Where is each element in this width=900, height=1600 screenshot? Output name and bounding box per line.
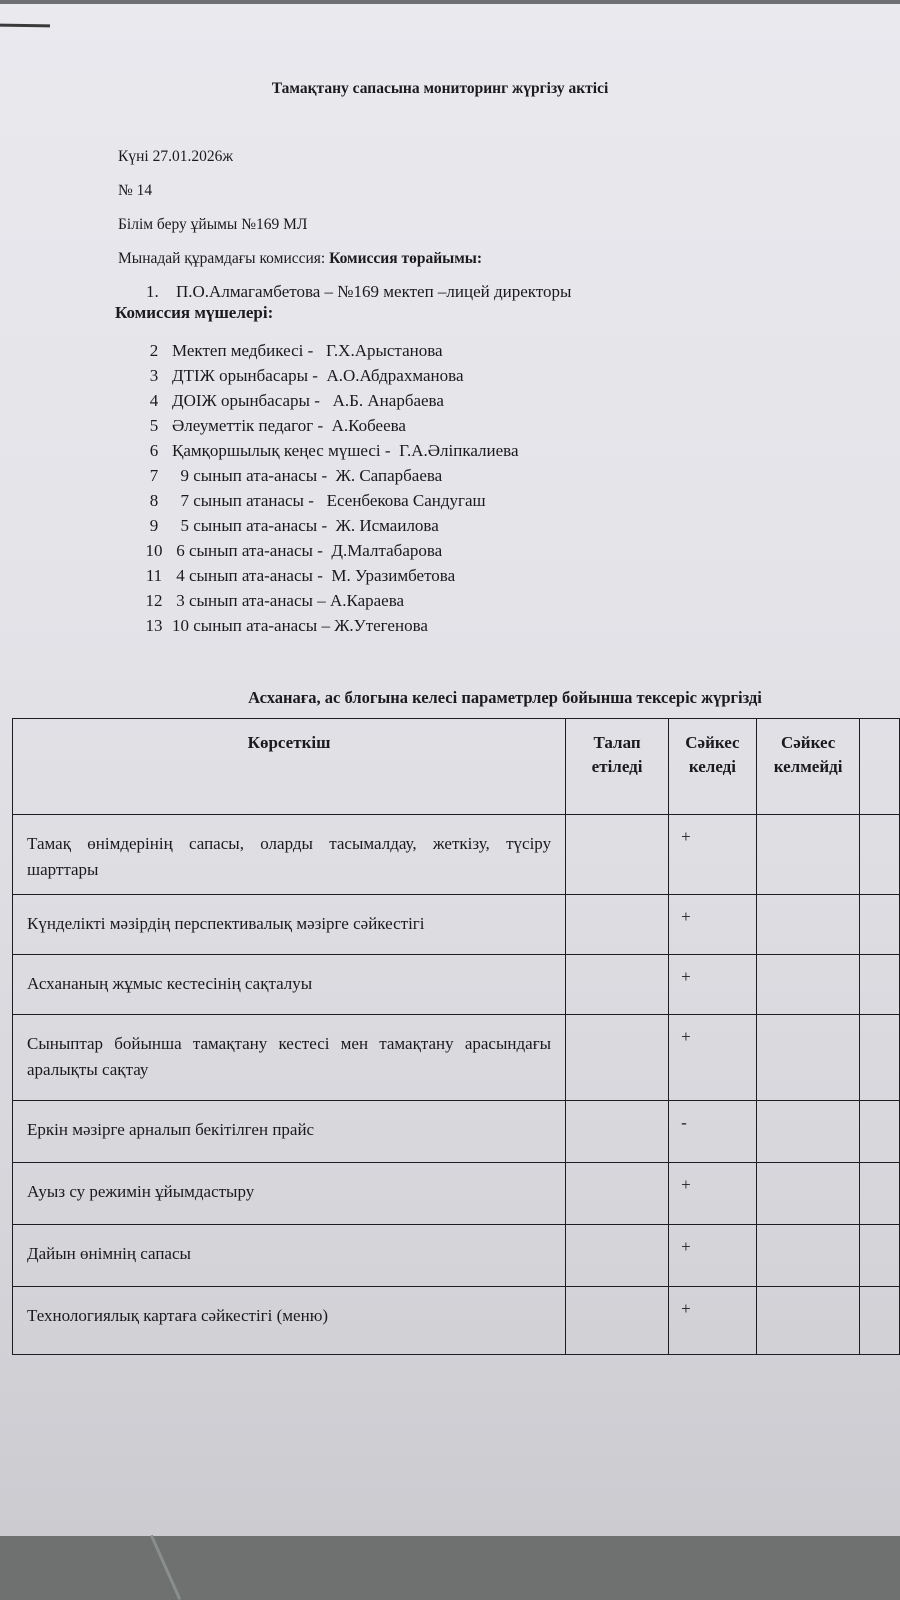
member-text: Мектеп медбикесі - Г.Х.Арыстанова <box>172 341 443 360</box>
non-compliant-cell <box>756 1163 860 1225</box>
compliant-cell: + <box>669 1225 757 1287</box>
required-cell <box>566 815 669 895</box>
member-number: 5 <box>149 416 159 435</box>
table-row <box>13 1163 900 1225</box>
non-compliant-cell <box>756 1287 860 1355</box>
member-text: 4 сынып ата-анасы - М. Уразимбетова <box>172 566 456 585</box>
table-row <box>13 1101 900 1163</box>
header-required: Талап етіледі <box>566 719 669 815</box>
table-row <box>13 955 900 1015</box>
member-text: ДОІЖ орынбасары - А.Б. Анарбаева <box>172 391 444 410</box>
member-item <box>136 513 519 538</box>
compliant-cell: - <box>669 1101 757 1163</box>
member-text: ДТІЖ орынбасары - А.О.Абдрахманова <box>172 366 464 385</box>
members-heading: Комиссия мүшелері: <box>115 303 274 322</box>
extra-cell <box>860 895 900 955</box>
member-text: 5 сынып ата-анасы - Ж. Исмаилова <box>172 516 439 535</box>
required-cell <box>566 895 669 955</box>
member-item <box>136 588 519 613</box>
table-row <box>13 895 900 955</box>
member-item <box>136 538 519 563</box>
indicator-cell: Технологиялық картаға сәйкестігі (меню) <box>13 1287 566 1355</box>
inspection-heading: Асханаға, ас блогына келесі параметрлер бойынша тексеріс жүргізді <box>248 688 762 707</box>
desk-surface <box>0 1536 900 1600</box>
compliant-cell: + <box>669 895 757 955</box>
commission-line <box>118 250 482 268</box>
indicator-cell: Дайын өнімнің сапасы <box>13 1225 566 1287</box>
member-item <box>136 388 519 413</box>
indicator-cell: Сыныптар бойынша тамақтану кестесі мен тамақтану арасындағы аралықты сақтау <box>13 1015 566 1101</box>
indicator-cell: Еркін мәзірге арналып бекітілген прайс <box>13 1101 566 1163</box>
member-number: 11 <box>145 566 163 585</box>
member-number: 4 <box>149 391 159 410</box>
member-item <box>136 488 519 513</box>
extra-cell <box>860 1101 900 1163</box>
header-compliant: Сәйкес келеді <box>669 719 757 815</box>
member-text: 6 сынып ата-анасы - Д.Малтабарова <box>172 541 443 560</box>
member-number: 6 <box>149 441 159 460</box>
member-item <box>136 338 519 363</box>
commission-intro: Мынадай құрамдағы комиссия: <box>118 250 330 267</box>
required-cell <box>566 1163 669 1225</box>
chair-entry <box>146 282 571 302</box>
indicator-cell: Ауыз су режимін ұйымдастыру <box>13 1163 566 1225</box>
member-item <box>136 613 519 638</box>
inspection-table <box>12 718 900 1355</box>
header-extra <box>860 719 900 815</box>
non-compliant-cell <box>756 815 860 895</box>
non-compliant-cell <box>756 1015 860 1101</box>
member-text: Қамқоршылық кеңес мүшесі - Г.А.Әліпкалиева <box>172 441 519 460</box>
compliant-cell: + <box>669 955 757 1015</box>
non-compliant-cell <box>756 1225 860 1287</box>
organization-line: Білім беру ұйымы №169 МЛ <box>118 216 308 233</box>
member-number: 2 <box>149 341 159 360</box>
document-title: Тамақтану сапасына мониторинг жүргізу актісі <box>271 80 609 97</box>
non-compliant-cell <box>756 1101 860 1163</box>
background-edge-top <box>0 0 900 4</box>
required-cell <box>566 1101 669 1163</box>
compliant-cell: + <box>669 1015 757 1101</box>
non-compliant-cell <box>756 955 860 1015</box>
chair-heading: Комиссия төрайымы: <box>329 250 483 267</box>
table-row <box>13 1015 900 1101</box>
compliant-cell: + <box>669 815 757 895</box>
member-number: 3 <box>149 366 159 385</box>
member-item <box>136 463 519 488</box>
chair-text: П.О.Алмагамбетова – №169 мектеп –лицей директоры <box>176 282 572 301</box>
indicator-cell: Күнделікті мәзірдің перспективалық мәзірге сәйкестігі <box>13 895 566 955</box>
member-item <box>136 563 519 588</box>
member-text: 10 сынып ата-анасы – Ж.Утегенова <box>172 616 428 635</box>
member-text: 9 сынып ата-анасы - Ж. Сапарбаева <box>172 466 443 485</box>
act-number: № 14 <box>118 182 153 199</box>
member-text: 3 сынып ата-анасы – А.Караева <box>172 591 405 610</box>
compliant-cell: + <box>669 1163 757 1225</box>
member-number: 7 <box>149 466 159 485</box>
member-number: 12 <box>145 591 163 610</box>
table-row <box>13 815 900 895</box>
indicator-cell: Асхананың жұмыс кестесінің сақталуы <box>13 955 566 1015</box>
compliant-cell: + <box>669 1287 757 1355</box>
table-header-row <box>13 719 900 815</box>
member-text: 7 сынып атанасы - Есенбекова Сандугаш <box>172 491 486 510</box>
member-item <box>136 438 519 463</box>
header-non-compliant: Сәйкес келмейді <box>756 719 860 815</box>
table-row <box>13 1225 900 1287</box>
header-indicator: Көрсеткіш <box>13 719 566 815</box>
extra-cell <box>860 955 900 1015</box>
extra-cell <box>860 1015 900 1101</box>
member-number: 13 <box>145 616 163 635</box>
member-number: 10 <box>145 541 163 560</box>
chair-number: 1. <box>146 282 159 301</box>
non-compliant-cell <box>756 895 860 955</box>
member-number: 9 <box>149 516 159 535</box>
required-cell <box>566 1015 669 1101</box>
members-list <box>136 338 519 638</box>
member-number: 8 <box>149 491 159 510</box>
member-item <box>136 413 519 438</box>
extra-cell <box>860 1163 900 1225</box>
extra-cell <box>860 1225 900 1287</box>
required-cell <box>566 955 669 1015</box>
member-text: Әлеуметтік педагог - А.Кобеева <box>172 416 406 435</box>
required-cell <box>566 1287 669 1355</box>
date-line: Күні 27.01.2026ж <box>118 148 234 165</box>
table-row <box>13 1287 900 1355</box>
required-cell <box>566 1225 669 1287</box>
extra-cell <box>860 1287 900 1355</box>
indicator-cell: Тамақ өнімдерінің сапасы, оларды тасымалдау, жеткізу, түсіру шарттары <box>13 815 566 895</box>
member-item <box>136 363 519 388</box>
extra-cell <box>860 815 900 895</box>
